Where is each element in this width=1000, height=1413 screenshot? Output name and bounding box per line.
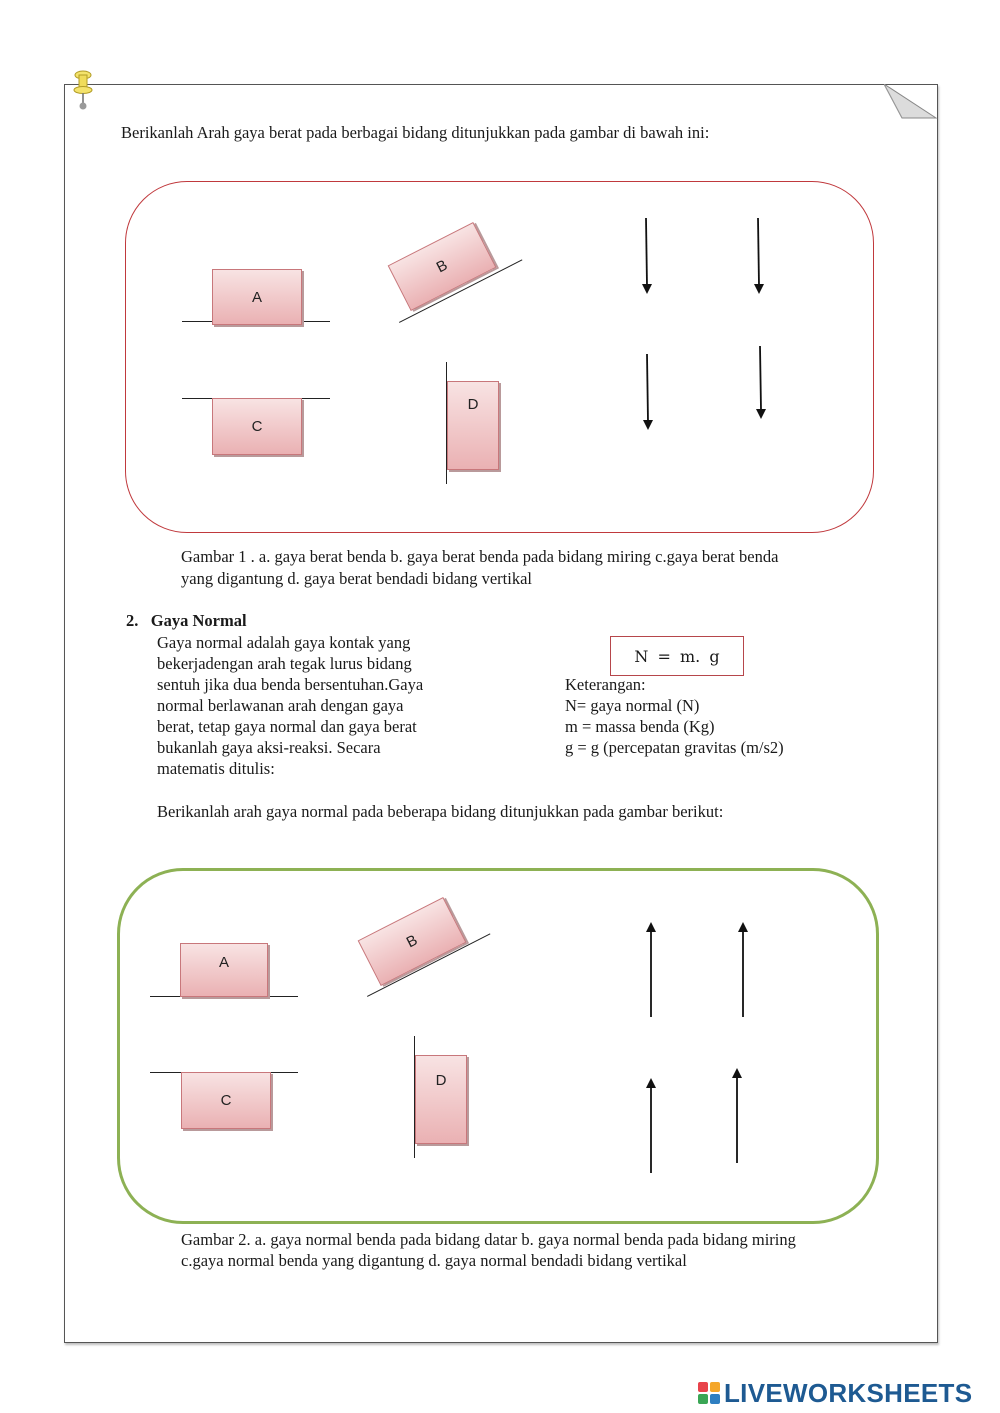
arrow-up-icon — [641, 920, 661, 1020]
keterangan-title: Keterangan: — [565, 675, 646, 694]
block-label: B — [433, 256, 451, 277]
instruction-text: Berikanlah arah gaya normal pada beberapa bidang ditunjukkan pada gambar berikut: — [157, 802, 724, 821]
figure-2-caption-cont: c.gaya normal benda yang digantung d. gaya normal bendadi bidang vertikal — [181, 1251, 687, 1270]
body-line: sentuh jika dua benda bersentuhan.Gaya — [157, 675, 424, 694]
body-line: normal berlawanan arah dengan gaya — [157, 696, 404, 715]
body-line: bekerjadengan arah tegak lurus bidang — [157, 654, 412, 673]
body-line: Gaya normal adalah gaya kontak yang — [157, 633, 411, 652]
block-a — [180, 943, 268, 997]
block-label: B — [403, 931, 421, 952]
liveworksheets-logo[interactable] — [698, 1378, 972, 1408]
block-c — [181, 1072, 271, 1129]
block-d — [447, 381, 499, 470]
arrow-up-icon — [727, 1066, 747, 1166]
figure-2-panel — [117, 868, 879, 1224]
figure-1-caption-cont: yang digantung d. gaya berat bendadi bidang vertikal — [181, 569, 532, 588]
block-label: C — [220, 1092, 232, 1109]
pushpin-icon — [70, 66, 98, 114]
section-heading: 2. Gaya Normal — [126, 611, 247, 630]
block-label: A — [218, 954, 229, 971]
arrow-up-icon — [641, 1076, 661, 1176]
block-label: A — [251, 288, 262, 306]
page-curl-icon — [884, 84, 938, 120]
arrow-down-icon — [638, 354, 658, 434]
block-label: D — [435, 1072, 447, 1089]
keterangan-item: m = massa benda (Kg) — [565, 717, 715, 736]
brand-name: LIVEWORKSHEETS — [724, 1377, 973, 1408]
keterangan-item: N= gaya normal (N) — [565, 696, 700, 715]
block-d — [415, 1055, 467, 1144]
intro-text: Berikanlah Arah gaya berat pada berbagai bidang ditunjukkan pada gambar di bawah ini: — [121, 123, 710, 142]
block-a — [212, 269, 302, 325]
figure-1-caption: Gambar 1 . a. gaya berat benda b. gaya berat benda pada bidang miring c.gaya berat benda — [181, 547, 779, 566]
formula-text: N = m. g — [634, 646, 720, 666]
body-line: bukanlah gaya aksi-reaksi. Secara — [157, 738, 381, 757]
body-line: berat, tetap gaya normal dan gaya berat — [157, 717, 417, 736]
block-label: C — [251, 418, 263, 435]
block-c — [212, 398, 302, 455]
body-line: matematis ditulis: — [157, 759, 275, 778]
arrow-up-icon — [733, 920, 753, 1020]
logo-mark-icon — [698, 1382, 720, 1404]
arrow-down-icon — [749, 218, 769, 298]
block-label: D — [467, 396, 479, 413]
figure-2-caption: Gambar 2. a. gaya normal benda pada bidang datar b. gaya normal benda pada bidang miring — [181, 1230, 796, 1249]
keterangan-item: g = g (percepatan gravitas (m/s2) — [565, 738, 784, 757]
formula-box — [610, 636, 744, 676]
arrow-down-icon — [751, 346, 771, 426]
arrow-down-icon — [637, 218, 657, 298]
